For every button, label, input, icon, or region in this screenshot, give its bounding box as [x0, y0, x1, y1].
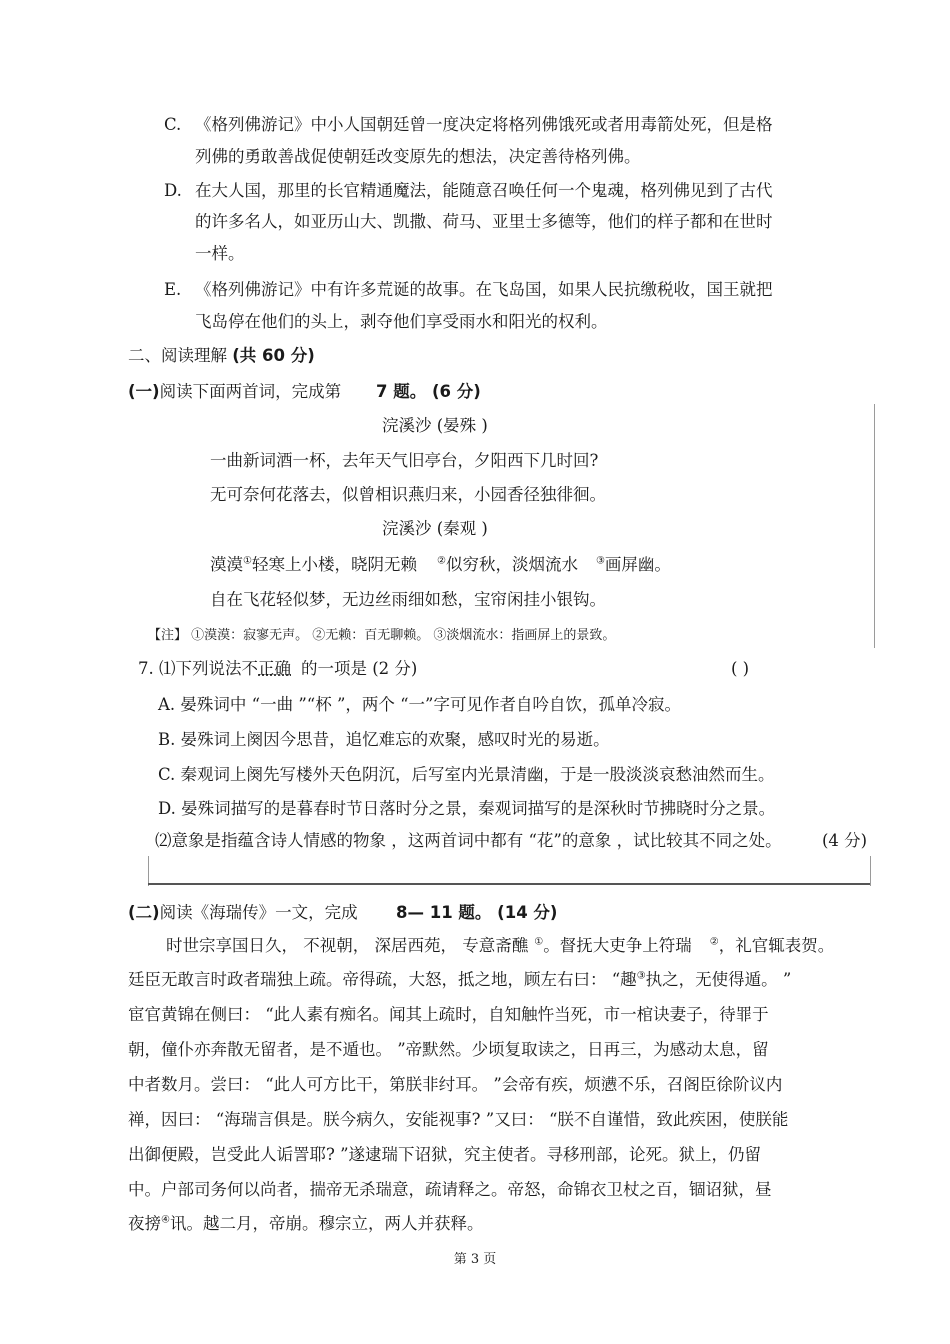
poem-2-segment: 漠漠	[210, 555, 243, 574]
poem-2-segment: 似穷秋，淡烟流水	[445, 555, 578, 574]
poem-box-border	[874, 404, 875, 648]
part-1-number: (一)	[128, 382, 160, 401]
part-2-number: (二)	[128, 903, 160, 922]
part-1-instruction: 阅读下面两首词，完成第	[159, 382, 342, 401]
question-7-stem	[138, 658, 417, 680]
passage-line-2	[128, 969, 791, 991]
passage-text: 执之，无使得遁。 ”	[645, 970, 792, 989]
part-1-heading	[128, 381, 341, 403]
passage-line-8: 中。户部司务何以尚者，揣帝无杀瑞意，疏请释之。帝怒，命锦衣卫杖之百，锢诏狱，昼	[128, 1180, 772, 1199]
question-7-option-a: A. 晏殊词中 “一曲 ”“杯 ”，两个 “一”字可见作者自吟自饮，孤单冷寂。	[158, 695, 681, 714]
passage-line-4: 朝，僮仆亦奔散无留者，是不遁也。 ”帝默然。少顷复取读之，日再三，为感动太息，留	[128, 1040, 769, 1059]
part-2-instruction: 阅读《海瑞传》一文，完成	[159, 903, 358, 922]
passage-line-9	[128, 1213, 483, 1235]
answer-box-left-border	[148, 856, 149, 886]
option-c-line-2: 列佛的勇敢善战促使朝廷改变原先的想法，决定善待格列佛。	[195, 147, 641, 166]
passage-line-7: 出御便殿，岂受此人诟詈耶? ”遂逮瑞下诏狱，究主使者。寻移刑部，论死。狱上，仍留	[128, 1145, 762, 1164]
passage-text: 。督抚大吏争上符瑞	[543, 936, 692, 955]
question-7-option-c: C. 秦观词上阕先写楼外天色阴沉，后写室内光景清幽，于是一股淡淡哀愁油然而生。	[158, 765, 775, 784]
poem-1-line-1: 一曲新词酒一杯，去年天气旧亭台，夕阳西下几时回?	[210, 451, 599, 470]
passage-line-5: 中者数月。尝曰： “此人可方比干，第朕非纣耳。 ”会帝有疾，烦懑不乐，召阁臣徐阶议内	[128, 1075, 783, 1094]
question-7-option-d: D. 晏殊词描写的是暮春时节日落时分之景，秦观词描写的是深秋时节拂晓时分之景。	[158, 799, 776, 818]
passage-text: 夜搒	[128, 1214, 161, 1233]
answer-bracket: ( )	[731, 659, 750, 678]
question-7-sub-2-points: (4 分)	[822, 831, 868, 850]
part-1-question-range: 7 题。 (6 分)	[376, 382, 481, 401]
option-d-line-3: 一样。	[195, 244, 245, 263]
footnote-marker: ③	[595, 555, 605, 567]
footnote-marker: ①	[534, 936, 544, 948]
footnote-marker: ①	[243, 555, 252, 567]
passage-text: 廷臣无敢言时政者瑞独上疏。帝得疏，大怒，抵之地，顾左右曰： “趣	[128, 970, 637, 989]
question-7-option-b: B. 晏殊词上阕因今思昔，追忆难忘的欢聚，感叹时光的易逝。	[158, 730, 610, 749]
passage-line-1	[166, 935, 834, 957]
option-e-label: E.	[164, 280, 182, 299]
poem-1-title: 浣溪沙 (晏殊 )	[382, 416, 488, 435]
poem-2-segment: 画屏幽。	[604, 555, 671, 574]
answer-box-right-border	[870, 856, 871, 886]
poem-2-title: 浣溪沙 (秦观 )	[382, 519, 488, 538]
section-heading-text: 二、阅读理解	[128, 346, 233, 365]
passage-text: 时世宗享国日久， 不视朝， 深居西苑， 专意斋醮	[166, 936, 529, 955]
part-2-heading	[128, 902, 358, 924]
poem-2-segment: 轻寒上小楼，晓阴无赖	[251, 555, 417, 574]
option-c-label: C.	[164, 115, 182, 134]
poem-notes: 【注】 ①漠漠：寂寥无声。 ②无赖：百无聊赖。 ③淡烟流水：指画屏上的景致。	[148, 628, 616, 643]
footnote-marker: ④	[161, 1214, 170, 1226]
answer-line	[148, 883, 870, 885]
footnote-marker: ②	[436, 555, 446, 567]
poem-1-line-2: 无可奈何花落去，似曾相识燕归来，小园香径独徘徊。	[210, 485, 606, 504]
passage-line-6: 禅，因曰： “海瑞言俱是。朕今病久，安能视事? ”又曰： “朕不自谨惜，致此疾困，使朕能	[128, 1110, 789, 1129]
section-heading	[128, 345, 315, 367]
passage-line-3: 宦官黄锦在侧曰： “此人素有痴名。闻其上疏时，自知触忤当死，市一棺诀妻子，待罪于	[128, 1005, 769, 1024]
option-d-line-1: 在大人国，那里的长官精通魔法，能随意召唤任何一个鬼魂，格列佛见到了古代	[195, 181, 773, 200]
option-e-line-2: 飞岛停在他们的头上，剥夺他们享受雨水和阳光的权利。	[195, 312, 608, 331]
poem-2-line-2: 自在飞花轻似梦，无边丝雨细如愁，宝帘闲挂小银钩。	[210, 590, 606, 609]
option-e-line-1: 《格列佛游记》中有许多荒诞的故事。在飞岛国，如果人民抗缴税收，国王就把	[195, 280, 773, 299]
option-c-line-1: 《格列佛游记》中小人国朝廷曾一度决定将格列佛饿死或者用毒箭处死，但是格	[195, 115, 773, 134]
question-7-stem-start: 7. ⑴下列说法不	[138, 659, 258, 678]
question-7-sub-2: ⑵意象是指蕴含诗人情感的物象 ，这两首词中都有 “花”的意象 ，试比较其不同之处。	[155, 831, 782, 850]
option-d-line-2: 的许多名人，如亚历山大、凯撒、荷马、亚里士多德等，他们的样子都和在世时	[195, 212, 773, 231]
passage-text: ，礼官辄表贺。	[718, 936, 835, 955]
poem-2-line-1	[210, 554, 671, 576]
emphasis-word: 正确	[258, 659, 291, 678]
question-7-stem-end: 的一项是 (2 分)	[301, 659, 418, 678]
page-number: 第 3 页	[453, 1252, 497, 1267]
section-heading-score: (共 60 分)	[232, 346, 315, 365]
part-2-question-range: 8— 11 题。 (14 分)	[396, 903, 558, 922]
footnote-marker: ②	[709, 936, 719, 948]
option-d-label: D.	[164, 181, 182, 200]
passage-text: 讯。越二月，帝崩。穆宗立，两人并获释。	[169, 1214, 484, 1233]
footnote-marker: ③	[636, 970, 646, 982]
